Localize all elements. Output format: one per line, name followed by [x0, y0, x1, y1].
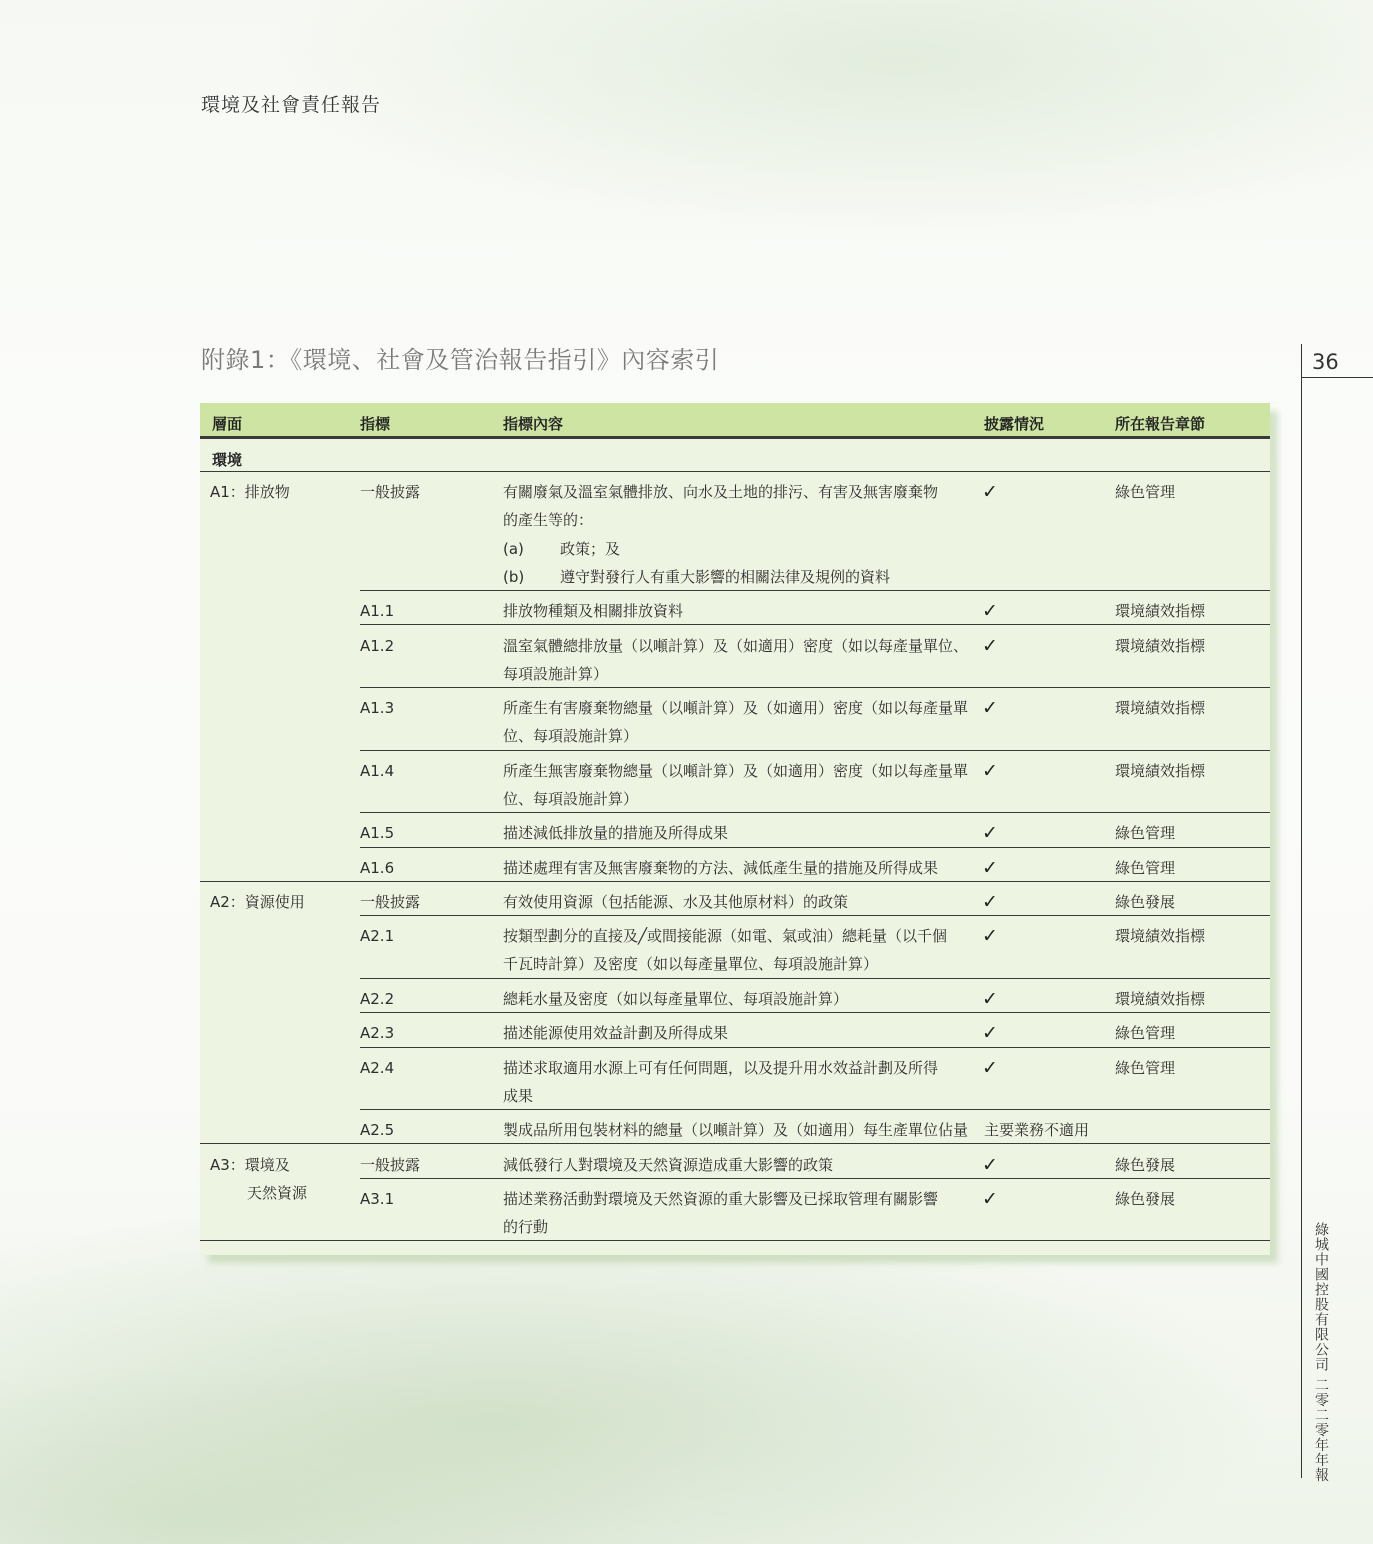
- section-cell: 環境績效指標: [1115, 637, 1206, 655]
- row-divider: [360, 847, 1270, 848]
- table-bottom-rule: [200, 1240, 1270, 1241]
- check-mark: ✓: [982, 1154, 998, 1176]
- section-cell: 環境績效指標: [1115, 990, 1206, 1008]
- side-caption: 綠城中國控股有限公司 二零二零年年報: [1313, 1222, 1329, 1483]
- section-cell: 綠色管理: [1115, 483, 1176, 501]
- section-cell: 環境績效指標: [1115, 602, 1206, 620]
- list-item-text: 政策；及: [560, 540, 621, 558]
- section-label-environment: 環境: [212, 451, 243, 469]
- check-mark: ✓: [982, 760, 998, 782]
- content-cell: 溫室氣體總排放量（以噸計算）及（如適用）密度（如以每產量單位、: [503, 637, 969, 655]
- check-mark: ✓: [982, 1022, 998, 1044]
- indicator-cell: A1.1: [360, 602, 395, 620]
- indicator-cell: A2.3: [360, 1024, 395, 1042]
- content-cell: 描述業務活動對環境及天然資源的重大影響及已採取管理有關影響: [503, 1190, 939, 1208]
- content-cell: 描述減低排放量的措施及所得成果: [503, 824, 729, 842]
- list-item-text: 遵守對發行人有重大影響的相關法律及規例的資料: [560, 568, 891, 586]
- list-item-label: (a): [503, 540, 524, 558]
- esg-index-table: [200, 403, 1270, 1255]
- row-divider: [360, 1109, 1270, 1110]
- row-divider: [360, 590, 1270, 591]
- content-cell: 有效使用資源（包括能源、水及其他原材料）的政策: [503, 893, 849, 911]
- check-mark: ✓: [982, 891, 998, 913]
- content-cell-line2: 千瓦時計算）及密度（如以每產量單位、每項設施計算）: [503, 955, 879, 973]
- check-mark: ✓: [982, 600, 998, 622]
- section-cell: 綠色管理: [1115, 1059, 1176, 1077]
- content-cell: 按類型劃分的直接及╱或間接能源（如電、氣或油）總耗量（以千個: [503, 927, 948, 945]
- content-cell-line2: 每項設施計算）: [503, 665, 609, 683]
- row-divider: [200, 471, 1270, 472]
- content-cell-line2: 的產生等的：: [503, 511, 594, 529]
- aspect-a2: A2：資源使用: [210, 893, 305, 911]
- aspect-a3-line1: A3：環境及: [210, 1156, 290, 1174]
- disclosure-cell: 主要業務不適用: [984, 1121, 1090, 1139]
- content-cell: 所產生有害廢棄物總量（以噸計算）及（如適用）密度（如以每產量單: [503, 699, 969, 717]
- section-cell: 綠色發展: [1115, 893, 1176, 911]
- check-mark: ✓: [982, 925, 998, 947]
- table-header-row: [200, 403, 1270, 439]
- row-divider: [360, 750, 1270, 751]
- check-mark: ✓: [982, 697, 998, 719]
- indicator-cell: A2.2: [360, 990, 395, 1008]
- indicator-cell: A2.5: [360, 1121, 395, 1139]
- row-divider: [360, 687, 1270, 688]
- indicator-cell: A2.4: [360, 1059, 395, 1077]
- row-divider: [360, 1012, 1270, 1013]
- indicator-cell: 一般披露: [360, 893, 421, 911]
- content-cell: 所產生無害廢棄物總量（以噸計算）及（如適用）密度（如以每產量單: [503, 762, 969, 780]
- section-cell: 綠色發展: [1115, 1156, 1176, 1174]
- indicator-cell: A1.5: [360, 824, 395, 842]
- check-mark: ✓: [982, 822, 998, 844]
- content-cell-line2: 的行動: [503, 1218, 549, 1236]
- content-cell: 製成品所用包裝材料的總量（以噸計算）及（如適用）每生產單位佔量: [503, 1121, 969, 1139]
- check-mark: ✓: [982, 1188, 998, 1210]
- indicator-cell: A1.4: [360, 762, 395, 780]
- section-cell: 環境績效指標: [1115, 927, 1206, 945]
- list-item-label: (b): [503, 568, 525, 586]
- content-cell-line2: 成果: [503, 1087, 534, 1105]
- content-cell: 總耗水量及密度（如以每產量單位、每項設施計算）: [503, 990, 849, 1008]
- content-cell: 描述能源使用效益計劃及所得成果: [503, 1024, 729, 1042]
- content-cell: 描述求取適用水源上可有任何問題，以及提升用水效益計劃及所得: [503, 1059, 939, 1077]
- content-cell: 描述處理有害及無害廢棄物的方法、減低產生量的措施及所得成果: [503, 859, 939, 877]
- indicator-cell: A3.1: [360, 1190, 395, 1208]
- row-divider: [360, 812, 1270, 813]
- content-cell: 排放物種類及相關排放資料: [503, 602, 684, 620]
- indicator-cell: A1.3: [360, 699, 395, 717]
- section-cell: 環境績效指標: [1115, 762, 1206, 780]
- aspect-a1: A1：排放物: [210, 483, 290, 501]
- appendix-title: 附錄1：《環境、社會及管治報告指引》內容索引: [201, 346, 720, 374]
- header-disclosure: 披露情況: [984, 415, 1045, 433]
- row-divider: [200, 1143, 1270, 1144]
- header-indicator: 指標: [360, 415, 391, 433]
- indicator-cell: A1.2: [360, 637, 395, 655]
- indicator-cell: 一般披露: [360, 1156, 421, 1174]
- aspect-a3-line2: 天然資源: [247, 1184, 308, 1202]
- content-cell-line2: 位、每項設施計算）: [503, 790, 639, 808]
- header-content: 指標內容: [503, 415, 564, 433]
- row-divider: [360, 978, 1270, 979]
- row-divider: [360, 1047, 1270, 1048]
- section-cell: 綠色發展: [1115, 1190, 1176, 1208]
- running-head: 環境及社會責任報告: [201, 94, 382, 116]
- page-number-rule: [1302, 377, 1373, 378]
- content-cell: 減低發行人對環境及天然資源造成重大影響的政策: [503, 1156, 834, 1174]
- check-mark: ✓: [982, 857, 998, 879]
- row-divider: [360, 915, 1270, 916]
- check-mark: ✓: [982, 635, 998, 657]
- section-cell: 環境績效指標: [1115, 699, 1206, 717]
- indicator-cell: A2.1: [360, 927, 395, 945]
- side-rule: [1301, 344, 1302, 1478]
- indicator-cell: 一般披露: [360, 483, 421, 501]
- row-divider: [360, 1178, 1270, 1179]
- check-mark: ✓: [982, 1057, 998, 1079]
- indicator-cell: A1.6: [360, 859, 395, 877]
- page-number: 36: [1312, 350, 1339, 374]
- check-mark: ✓: [982, 988, 998, 1010]
- header-aspect: 層面: [212, 415, 243, 433]
- row-divider: [200, 881, 1270, 882]
- check-mark: ✓: [982, 481, 998, 503]
- section-cell: 綠色管理: [1115, 859, 1176, 877]
- section-cell: 綠色管理: [1115, 824, 1176, 842]
- row-divider: [360, 624, 1270, 625]
- header-report-section: 所在報告章節: [1115, 415, 1206, 433]
- section-cell: 綠色管理: [1115, 1024, 1176, 1042]
- content-cell-line2: 位、每項設施計算）: [503, 727, 639, 745]
- content-cell: 有關廢氣及溫室氣體排放、向水及土地的排污、有害及無害廢棄物: [503, 483, 939, 501]
